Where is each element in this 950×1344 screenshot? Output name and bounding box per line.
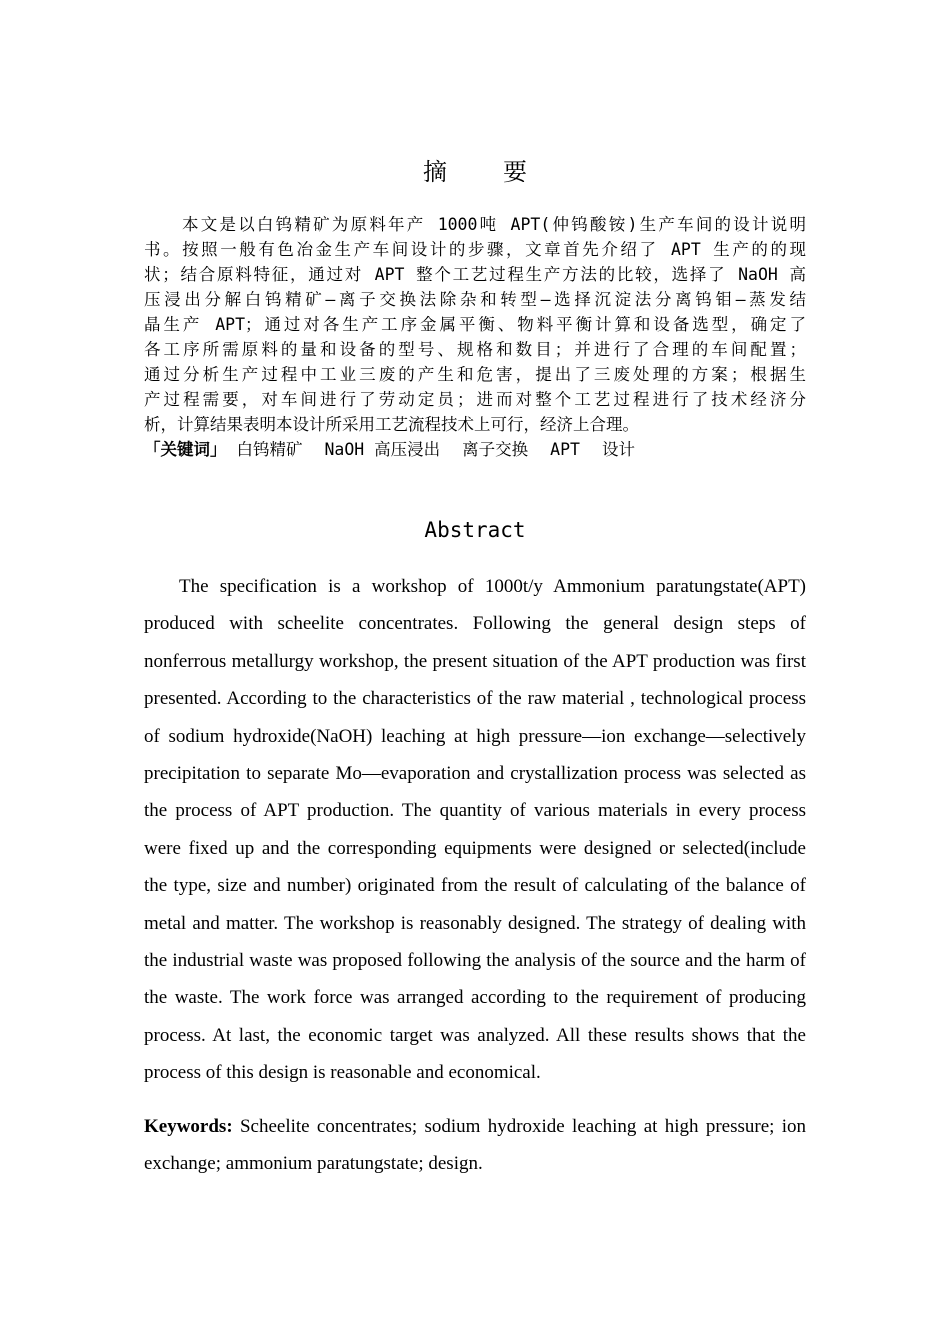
text-line: 压浸出分解白钨精矿—离子交换法除杂和转型—选择沉淀法分离钨钼—蒸发结	[144, 290, 806, 309]
text-line: metal and matter. The workshop is reasonably designed. The strategy of dealing with	[144, 912, 806, 934]
chinese-abstract-title	[0, 152, 950, 187]
text-line: nonferrous metallurgy workshop, the present situation of the APT production was first	[144, 650, 806, 672]
english-abstract-title: Abstract	[424, 518, 526, 542]
english-keywords	[144, 1108, 806, 1183]
chinese-abstract-body	[144, 212, 806, 462]
keywords-text: Scheelite concentrates; sodium hydroxide leaching at high pressure; ion	[239, 1116, 806, 1137]
text-line: 状；结合原料特征，通过对 APT 整个工艺过程生产方法的比较，选择了 NaOH 高	[144, 265, 806, 284]
keywords-label: Keywords:	[144, 1116, 233, 1137]
chinese-keywords	[144, 437, 806, 462]
text-line: the waste. The work force was arranged according to the requirement of producing	[144, 987, 806, 1009]
text-line: precipitation to separate Mo—evaporation and crystallization process was selected as	[144, 762, 806, 784]
keyword: 设计	[601, 440, 635, 459]
keyword: APT	[550, 440, 580, 459]
text-line: process. At last, the economic target was analyzed. All these results shows that the	[144, 1024, 806, 1046]
text-line: presented. According to the characteristics of the raw material , technological process	[144, 688, 806, 710]
text-line: produced with scheelite concentrates. Following the general design steps of	[144, 613, 806, 635]
text-line: 各工序所需原料的量和设备的型号、规格和数目；并进行了合理的车间配置；	[144, 340, 806, 359]
keywords-label: 「关键词」	[144, 440, 227, 459]
text-line: 晶生产 APT；通过对各生产工序金属平衡、物料平衡计算和设备选型，确定了	[144, 315, 806, 334]
text-line: process of this design is reasonable and economical.	[144, 1062, 541, 1084]
text-line: the industrial waste was proposed following the analysis of the source and the harm of	[144, 949, 806, 971]
text-line	[144, 1108, 806, 1145]
text-line: were fixed up and the corresponding equipments were designed or selected(include	[144, 837, 806, 859]
text-line: the process of APT production. The quantity of various materials in every process	[144, 800, 806, 822]
text-line: of sodium hydroxide(NaOH) leaching at high pressure—ion exchange—selectively	[144, 725, 806, 747]
english-abstract-body	[144, 568, 806, 1091]
text-line: 通过分析生产过程中工业三废的产生和危害，提出了三废处理的方案；根据生	[144, 365, 806, 384]
keyword: 白钨精矿	[236, 440, 303, 459]
keyword: NaOH 高压浸出	[324, 440, 441, 459]
text-line: exchange; ammonium paratungstate; design.	[144, 1153, 483, 1175]
text-line: 本文是以白钨精矿为原料年产 1000吨 APT(仲钨酸铵)生产车间的设计说明	[182, 215, 806, 234]
title-char: 摘	[423, 158, 447, 186]
text-line: The specification is a workshop of 1000t/y Ammonium paratungstate(APT)	[179, 576, 806, 597]
keyword: 离子交换	[462, 440, 529, 459]
text-line: the type, size and number) originated from the result of calculating of the balance of	[144, 875, 806, 897]
text-line: 产过程需要，对车间进行了劳动定员；进而对整个工艺过程进行了技术经济分	[144, 390, 806, 409]
title-char: 要	[503, 158, 527, 186]
text-line: 书。按照一般有色冶金生产车间设计的步骤，文章首先介绍了 APT 生产的的现	[144, 240, 806, 259]
text-line: 析，计算结果表明本设计所采用工艺流程技术上可行，经济上合理。	[144, 415, 639, 434]
